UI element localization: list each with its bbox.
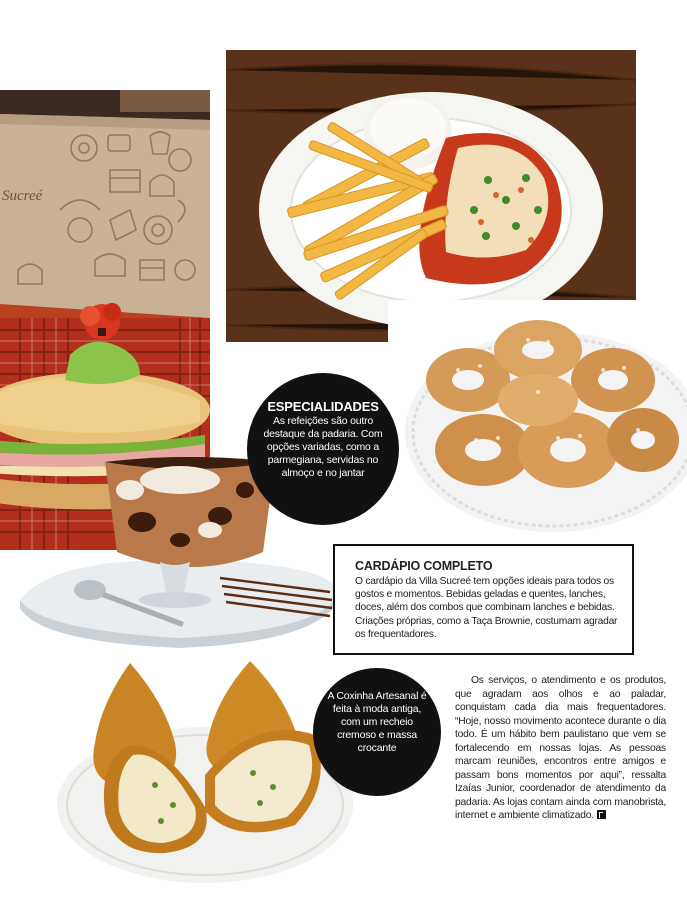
- box-brand-text: Sucreé: [2, 188, 43, 204]
- cardapio-box: [333, 544, 634, 655]
- coxinha-caption-text: A Coxinha Artesanal é feita à moda antiga, com um recheio cremoso e massa crocante: [327, 690, 427, 754]
- parmegiana-photo: [226, 50, 636, 342]
- coxinha-callout: [313, 668, 441, 796]
- article-body-text: Os serviços, o atendimento e os produtos, que agradam aos olhos e ao paladar, conquistam cada dia mais frequentadores. “Hoje, nosso movimento acontece durante o dia todo. É um hábito bem paulistano que vem se fortalecendo em nossas lojas. As pessoas marcam reuniões, encontros entre amigos e passam bons momentos por aqui”, ressalta Izaías Junior, coordenador de atendimento da padaria. As lojas contam ainda com manobrista, internet e ambiente climatizado.: [455, 675, 666, 821]
- especialidades-title: ESPECIALIDADES: [267, 399, 379, 414]
- cardapio-title: CARDÁPIO COMPLETO: [355, 559, 493, 573]
- cardapio-text: O cardápio da Villa Sucreé tem opções ideais para todos os gostos e momentos. Bebidas geladas e quentes, lanches, doces, além dos combos que combinam lanches e bebidas. Criações próprias, como a Taça Brownie, costumam agradar os frequentadores.: [355, 576, 618, 640]
- especialidades-text: As refeições são outro destaque da padaria. Com opções variadas, como a parmegiana, servidas no almoço e no jantar: [263, 415, 383, 479]
- parmegiana-photo-art: [226, 50, 636, 342]
- rosquinhas-photo-art: [388, 300, 687, 538]
- article-body: [455, 674, 666, 823]
- rosquinhas-photo: [388, 300, 687, 538]
- especialidades-callout: [247, 373, 399, 525]
- end-of-article-icon: [597, 810, 606, 819]
